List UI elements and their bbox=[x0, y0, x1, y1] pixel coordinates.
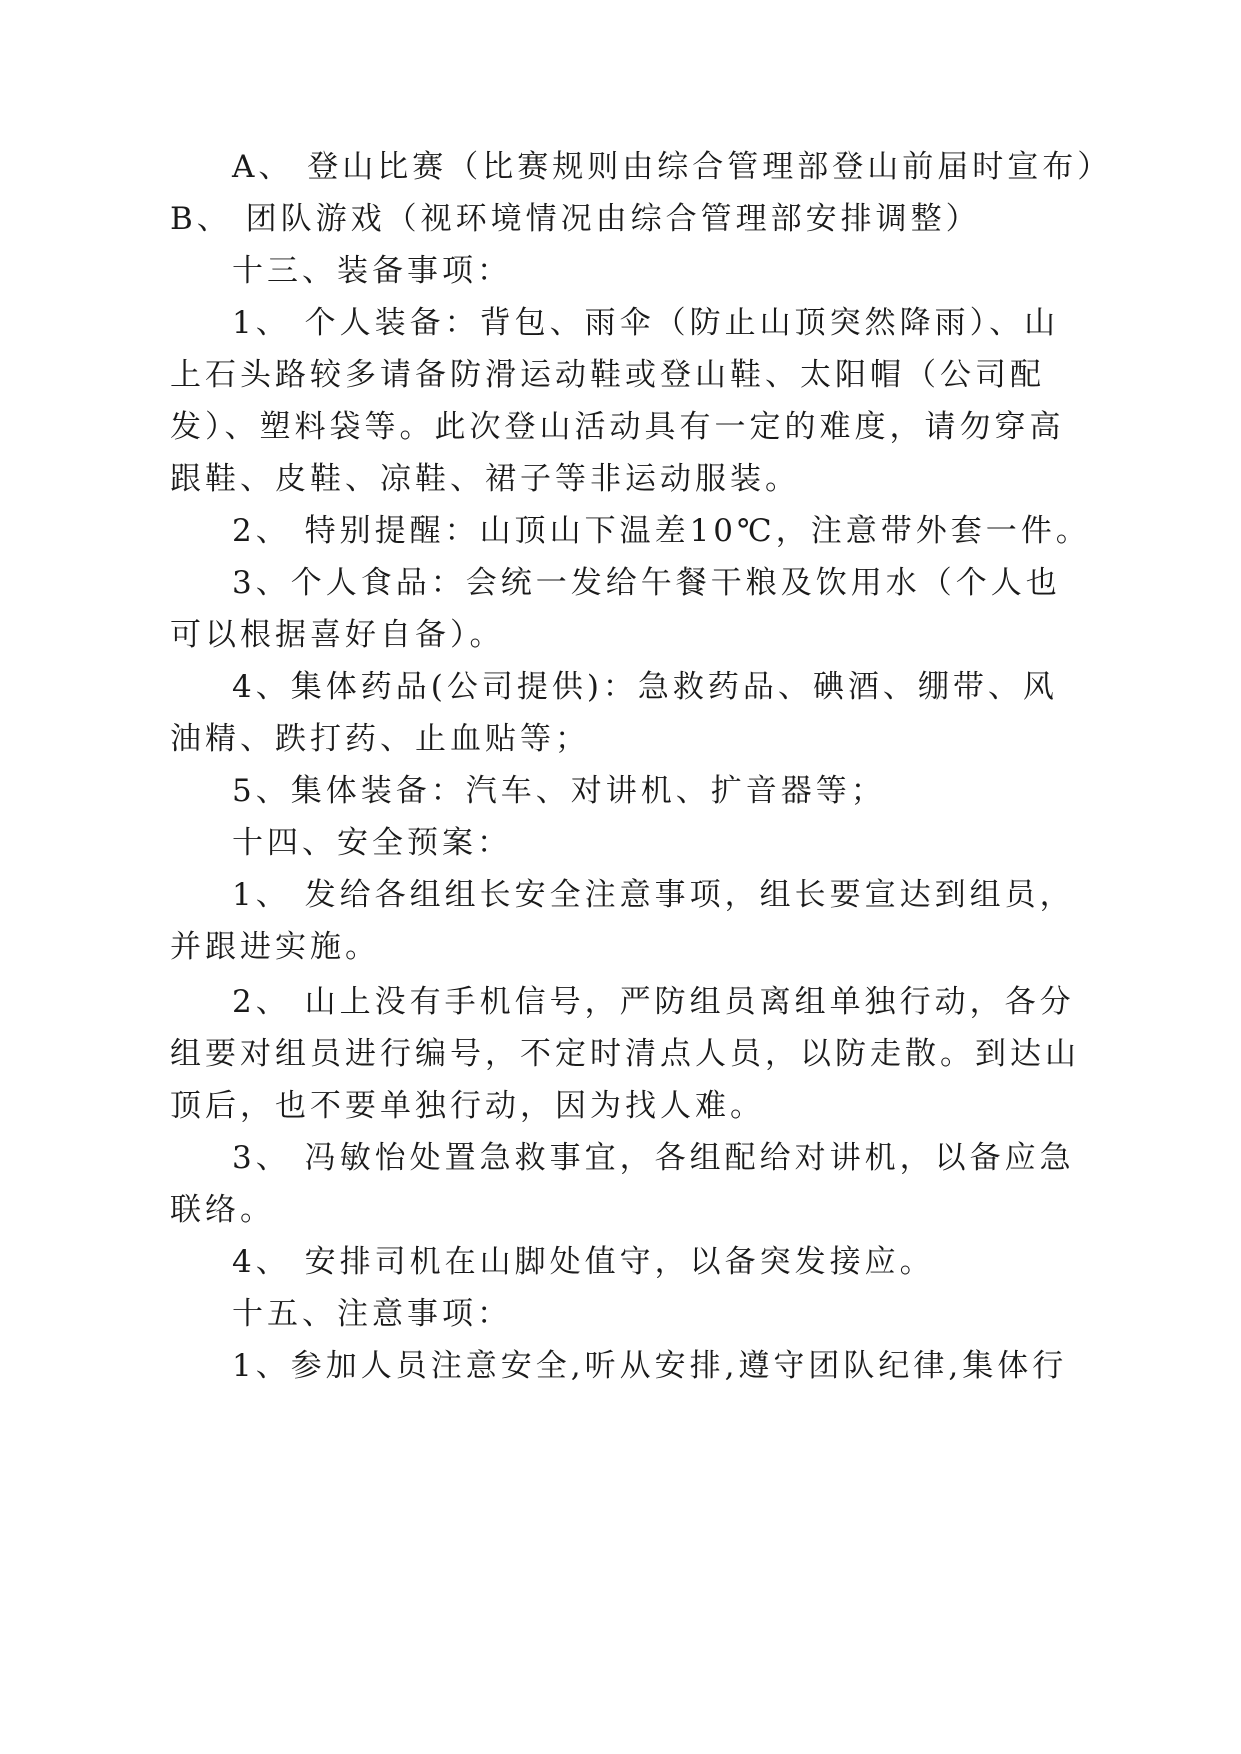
text-line: 油精、跌打药、止血贴等； bbox=[170, 721, 590, 757]
section-heading: 十三、装备事项： bbox=[232, 253, 512, 289]
text-line: 4、集体药品(公司提供)：急救药品、碘酒、绷带、风 bbox=[232, 669, 1058, 705]
text-line: 发）、塑料袋等。此次登山活动具有一定的难度，请勿穿高 bbox=[170, 409, 1065, 445]
text-line: 3、个人食品：会统一发给午餐干粮及饮用水（个人也 bbox=[232, 565, 1061, 601]
text-line: 5、集体装备：汽车、对讲机、扩音器等； bbox=[232, 773, 886, 809]
text-line: B、 团队游戏（视环境情况由综合管理部安排调整） bbox=[170, 201, 981, 237]
text-line: 组要对组员进行编号，不定时清点人员，以防走散。到达山 bbox=[170, 1036, 1080, 1072]
text-line: 1、参加人员注意安全,听从安排,遵守团队纪律,集体行 bbox=[232, 1348, 1068, 1384]
section-heading: 十四、安全预案： bbox=[232, 825, 512, 861]
text-line: 跟鞋、皮鞋、凉鞋、裙子等非运动服装。 bbox=[170, 461, 800, 497]
section-heading: 十五、注意事项： bbox=[232, 1296, 512, 1332]
text-line: A、 登山比赛（比赛规则由综合管理部登山前届时宣布） bbox=[232, 149, 1113, 185]
text-line: 上石头路较多请备防滑运动鞋或登山鞋、太阳帽（公司配 bbox=[170, 357, 1045, 393]
text-line: 并跟进实施。 bbox=[170, 929, 380, 965]
text-line: 2、 特别提醒：山顶山下温差10℃，注意带外套一件。 bbox=[232, 513, 1091, 549]
text-line: 4、 安排司机在山脚处值守，以备突发接应。 bbox=[232, 1244, 935, 1280]
text-line: 可以根据喜好自备）。 bbox=[170, 617, 505, 653]
text-line: 联络。 bbox=[170, 1192, 275, 1228]
text-line: 2、 山上没有手机信号，严防组员离组单独行动，各分 bbox=[232, 984, 1075, 1020]
text-line: 1、 个人装备：背包、雨伞（防止山顶突然降雨）、山 bbox=[232, 305, 1060, 341]
text-line: 3、 冯敏怡处置急救事宜，各组配给对讲机，以备应急 bbox=[232, 1140, 1075, 1176]
text-line: 顶后，也不要单独行动，因为找人难。 bbox=[170, 1088, 765, 1124]
text-line: 1、 发给各组组长安全注意事项，组长要宣达到组员， bbox=[232, 877, 1075, 913]
